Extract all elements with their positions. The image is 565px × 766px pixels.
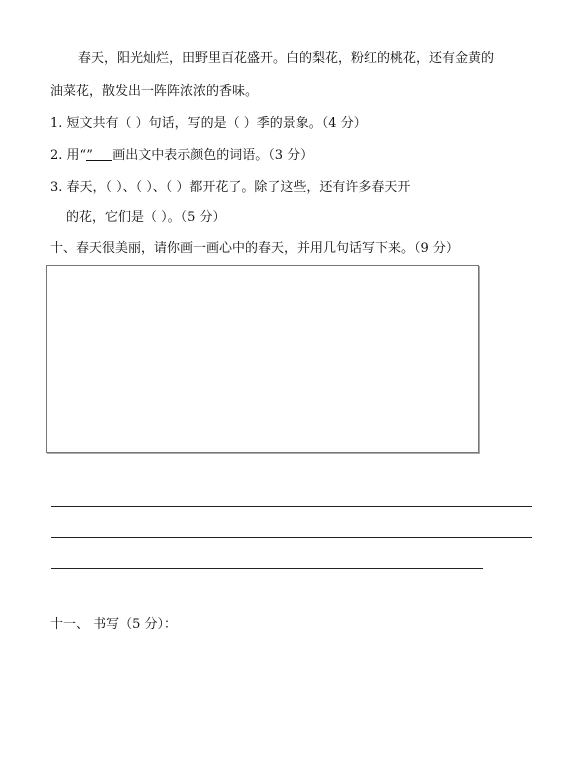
writing-line-1[interactable]	[51, 506, 532, 507]
section-11-title: 十一、 书写（5 分）：	[50, 617, 178, 632]
drawing-box[interactable]	[46, 265, 479, 453]
section-10-title: 十、春天很美丽，请你画一画心中的春天，并用几句话写下来。（9 分）	[50, 241, 459, 256]
question-3-line-2: 的花，它们是（ ）。（5 分）	[66, 210, 226, 225]
writing-line-2[interactable]	[51, 537, 532, 538]
underline-quote: ”	[86, 148, 93, 163]
question-2-prefix: 2. 用“	[50, 148, 87, 163]
question-1: 1. 短文共有（ ）句话，写的是（ ）季的景象。（4 分）	[50, 116, 367, 131]
passage-line-2: 油菜花，散发出一阵阵浓浓的香味。	[50, 84, 259, 99]
question-2-suffix: 画出文中表示颜色的词语。（3 分）	[112, 148, 314, 163]
question-3-line-1: 3. 春天，（ ）、（ ）、（ ）都开花了。除了这些，还有许多春天开	[50, 180, 411, 195]
passage-line-1: 春天，阳光灿烂，田野里百花盛开。白的梨花，粉红的桃花，还有金黄的	[78, 51, 495, 66]
underline-mark	[86, 148, 112, 161]
writing-line-3[interactable]	[51, 568, 483, 569]
question-2	[50, 148, 313, 164]
